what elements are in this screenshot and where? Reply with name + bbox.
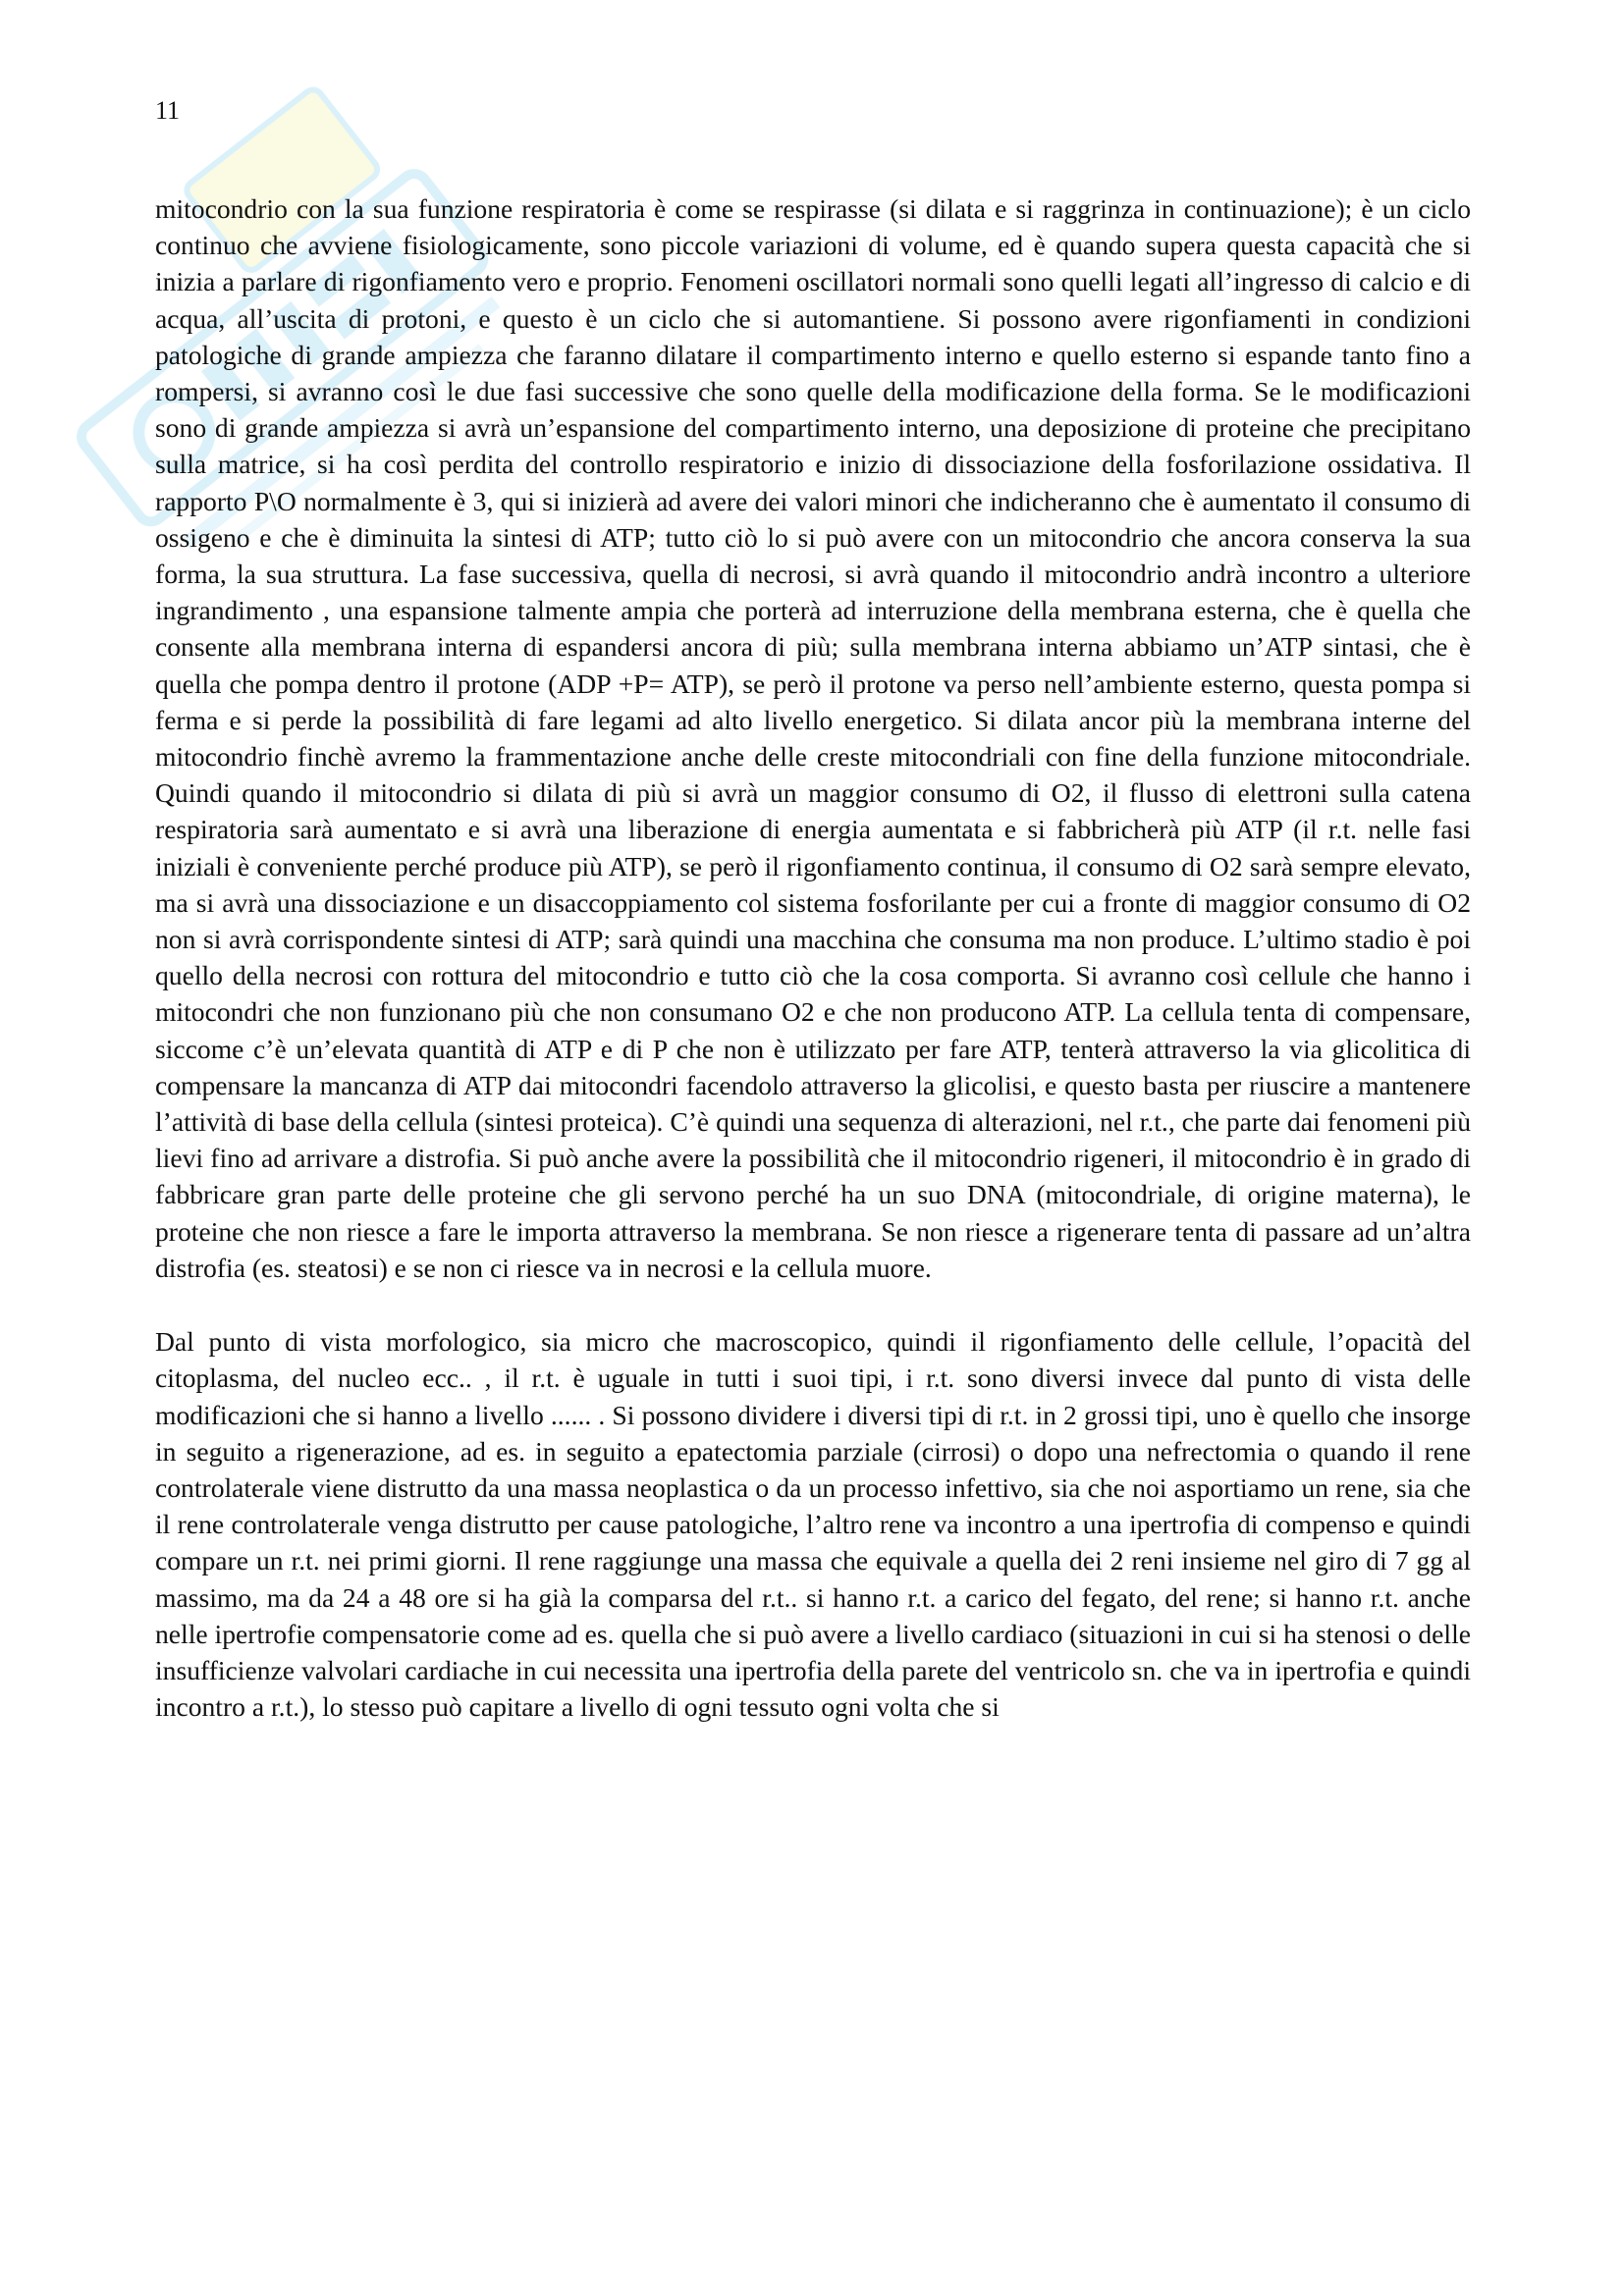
paragraph: Dal punto di vista morfologico, sia micro che macroscopico, quindi il rigonfiamento delle cellule, l’opacità del citoplasma, del nucleo ecc.. , il r.t. è uguale in tutti i suoi tipi, i r.t. sono diversi invece dal punto di vista delle modificazioni che si hanno a livello ...... . Si possono dividere i diversi tipi di r.t. in 2 grossi tipi, uno è quello che insorge in seguito a rigenerazione, ad es. in seguito a epatectomia parziale (cirrosi) o dopo una nefrectomia o quando il rene controlaterale viene distrutto da una massa neoplastica o da un processo infettivo, sia che noi asportiamo un rene, sia che il rene controlaterale venga distrutto per cause patologiche, l’altro rene va incontro a una ipertrofia di compenso e quindi compare un r.t. nei primi giorni. Il rene raggiunge una massa che equivale a quella dei 2 reni insieme nel giro di 7 gg al massimo, ma da 24 a 48 ore si ha già la comparsa del r.t.. si hanno r.t. a carico del fegato, del rene; si hanno r.t. anche nelle ipertrofie compensatorie come ad es. quella che si può avere a livello cardiaco (situazioni in cui si ha stenosi o delle insufficienze valvolari cardiache in cui necessita una ipertrofia della parete del ventricolo sn. che va in ipertrofia e quindi incontro a r.t.), lo stesso può capitare a livello di ogni tessuto ogni volta che si — [155, 1326, 1471, 1723]
page-number: 11 — [155, 96, 181, 125]
paragraph: mitocondrio con la sua funzione respiratoria è come se respirasse (si dilata e si raggrinza in continuazione); è un ciclo continuo che avviene fisiologicamente, sono piccole variazioni di volume, ed è quando supera questa capacità che si inizia a parlare di rigonfiamento vero e proprio. Fenomeni oscillatori normali sono quelli legati all’ingresso di calcio e di acqua, all’uscita di protoni, e questo è un ciclo che si automantiene. Si possono avere rigonfiamenti in condizioni patologiche di grande ampiezza che faranno dilatare il compartimento interno e quello esterno si espande tanto fino a rompersi, si avranno così le due fasi successive che sono quelle della modificazione della forma. Se le modificazioni sono di grande ampiezza si avrà un’espansione del compartimento interno, una deposizione di proteine che precipitano sulla matrice, si ha così perdita del controllo respiratorio e inizio di dissociazione della fosforilazione ossidativa. Il rapporto P\O normalmente è 3, qui si inizierà ad avere dei valori minori che indicheranno che è aumentato il consumo di ossigeno e che è diminuita la sintesi di ATP; tutto ciò lo si può avere con un mitocondrio che ancora conserva la sua forma, la sua struttura. La fase successiva, quella di necrosi, si avrà quando il mitocondrio andrà incontro a ulteriore ingrandimento , una espansione talmente ampia che porterà ad interruzione della membrana esterna, che è quella che consente alla membrana interna di espandersi ancora di più; sulla membrana interna abbiamo un’ATP sintasi, che è quella che pompa dentro il protone (ADP +P= ATP), se però il protone va perso nell’ambiente esterno, questa pompa si ferma e si perde la possibilità di fare legami ad alto livello energetico. Si dilata ancor più la membrana interne del mitocondrio finchè avremo la frammentazione anche delle creste mitocondriali con fine della funzione mitocondriale. Quindi quando il mitocondrio si dilata di più si avrà un maggior consumo di O2, il flusso di elettroni sulla catena respiratoria sarà aumentato e si avrà una liberazione di energia aumentata e si fabbricherà più ATP (il r.t. nelle fasi iniziali è conveniente perché produce più ATP), se però il rigonfiamento continua, il consumo di O2 sarà sempre elevato, ma si avrà una dissociazione e un disaccoppiamento col sistema fosforilante per cui a fronte di maggior consumo di O2 non si avrà corrispondente sintesi di ATP; sarà quindi una macchina che consuma ma non produce. L’ultimo stadio è poi quello della necrosi con rottura del mitocondrio e tutto ciò che la cosa comporta. Si avranno così cellule che hanno i mitocondri che non funzionano più che non consumano O2 e che non producono ATP. La cellula tenta di compensare, siccome c’è un’elevata quantità di ATP e di P che non è utilizzato per fare ATP, tenterà attraverso la via glicolitica di compensare la mancanza di ATP dai mitocondri facendolo attraverso la glicolisi, e questo basta per riuscire a mantenere l’attività di base della cellula (sintesi proteica). C’è quindi una sequenza di alterazioni, nel r.t., che parte dai fenomeni più lievi fino ad arrivare a distrofia. Si può anche avere la possibilità che il mitocondrio rigeneri, il mitocondrio è in grado di fabbricare gran parte delle proteine che gli servono perché ha un suo DNA (mitocondriale, di origine materna), le proteine che non riesce a fare le importa attraverso la membrana. Se non riesce a rigenerare tenta di passare ad un’altra distrofia (es. steatosi) e se non ci riesce va in necrosi e la cellula muore. — [155, 193, 1471, 1283]
document-body — [155, 190, 1471, 1725]
